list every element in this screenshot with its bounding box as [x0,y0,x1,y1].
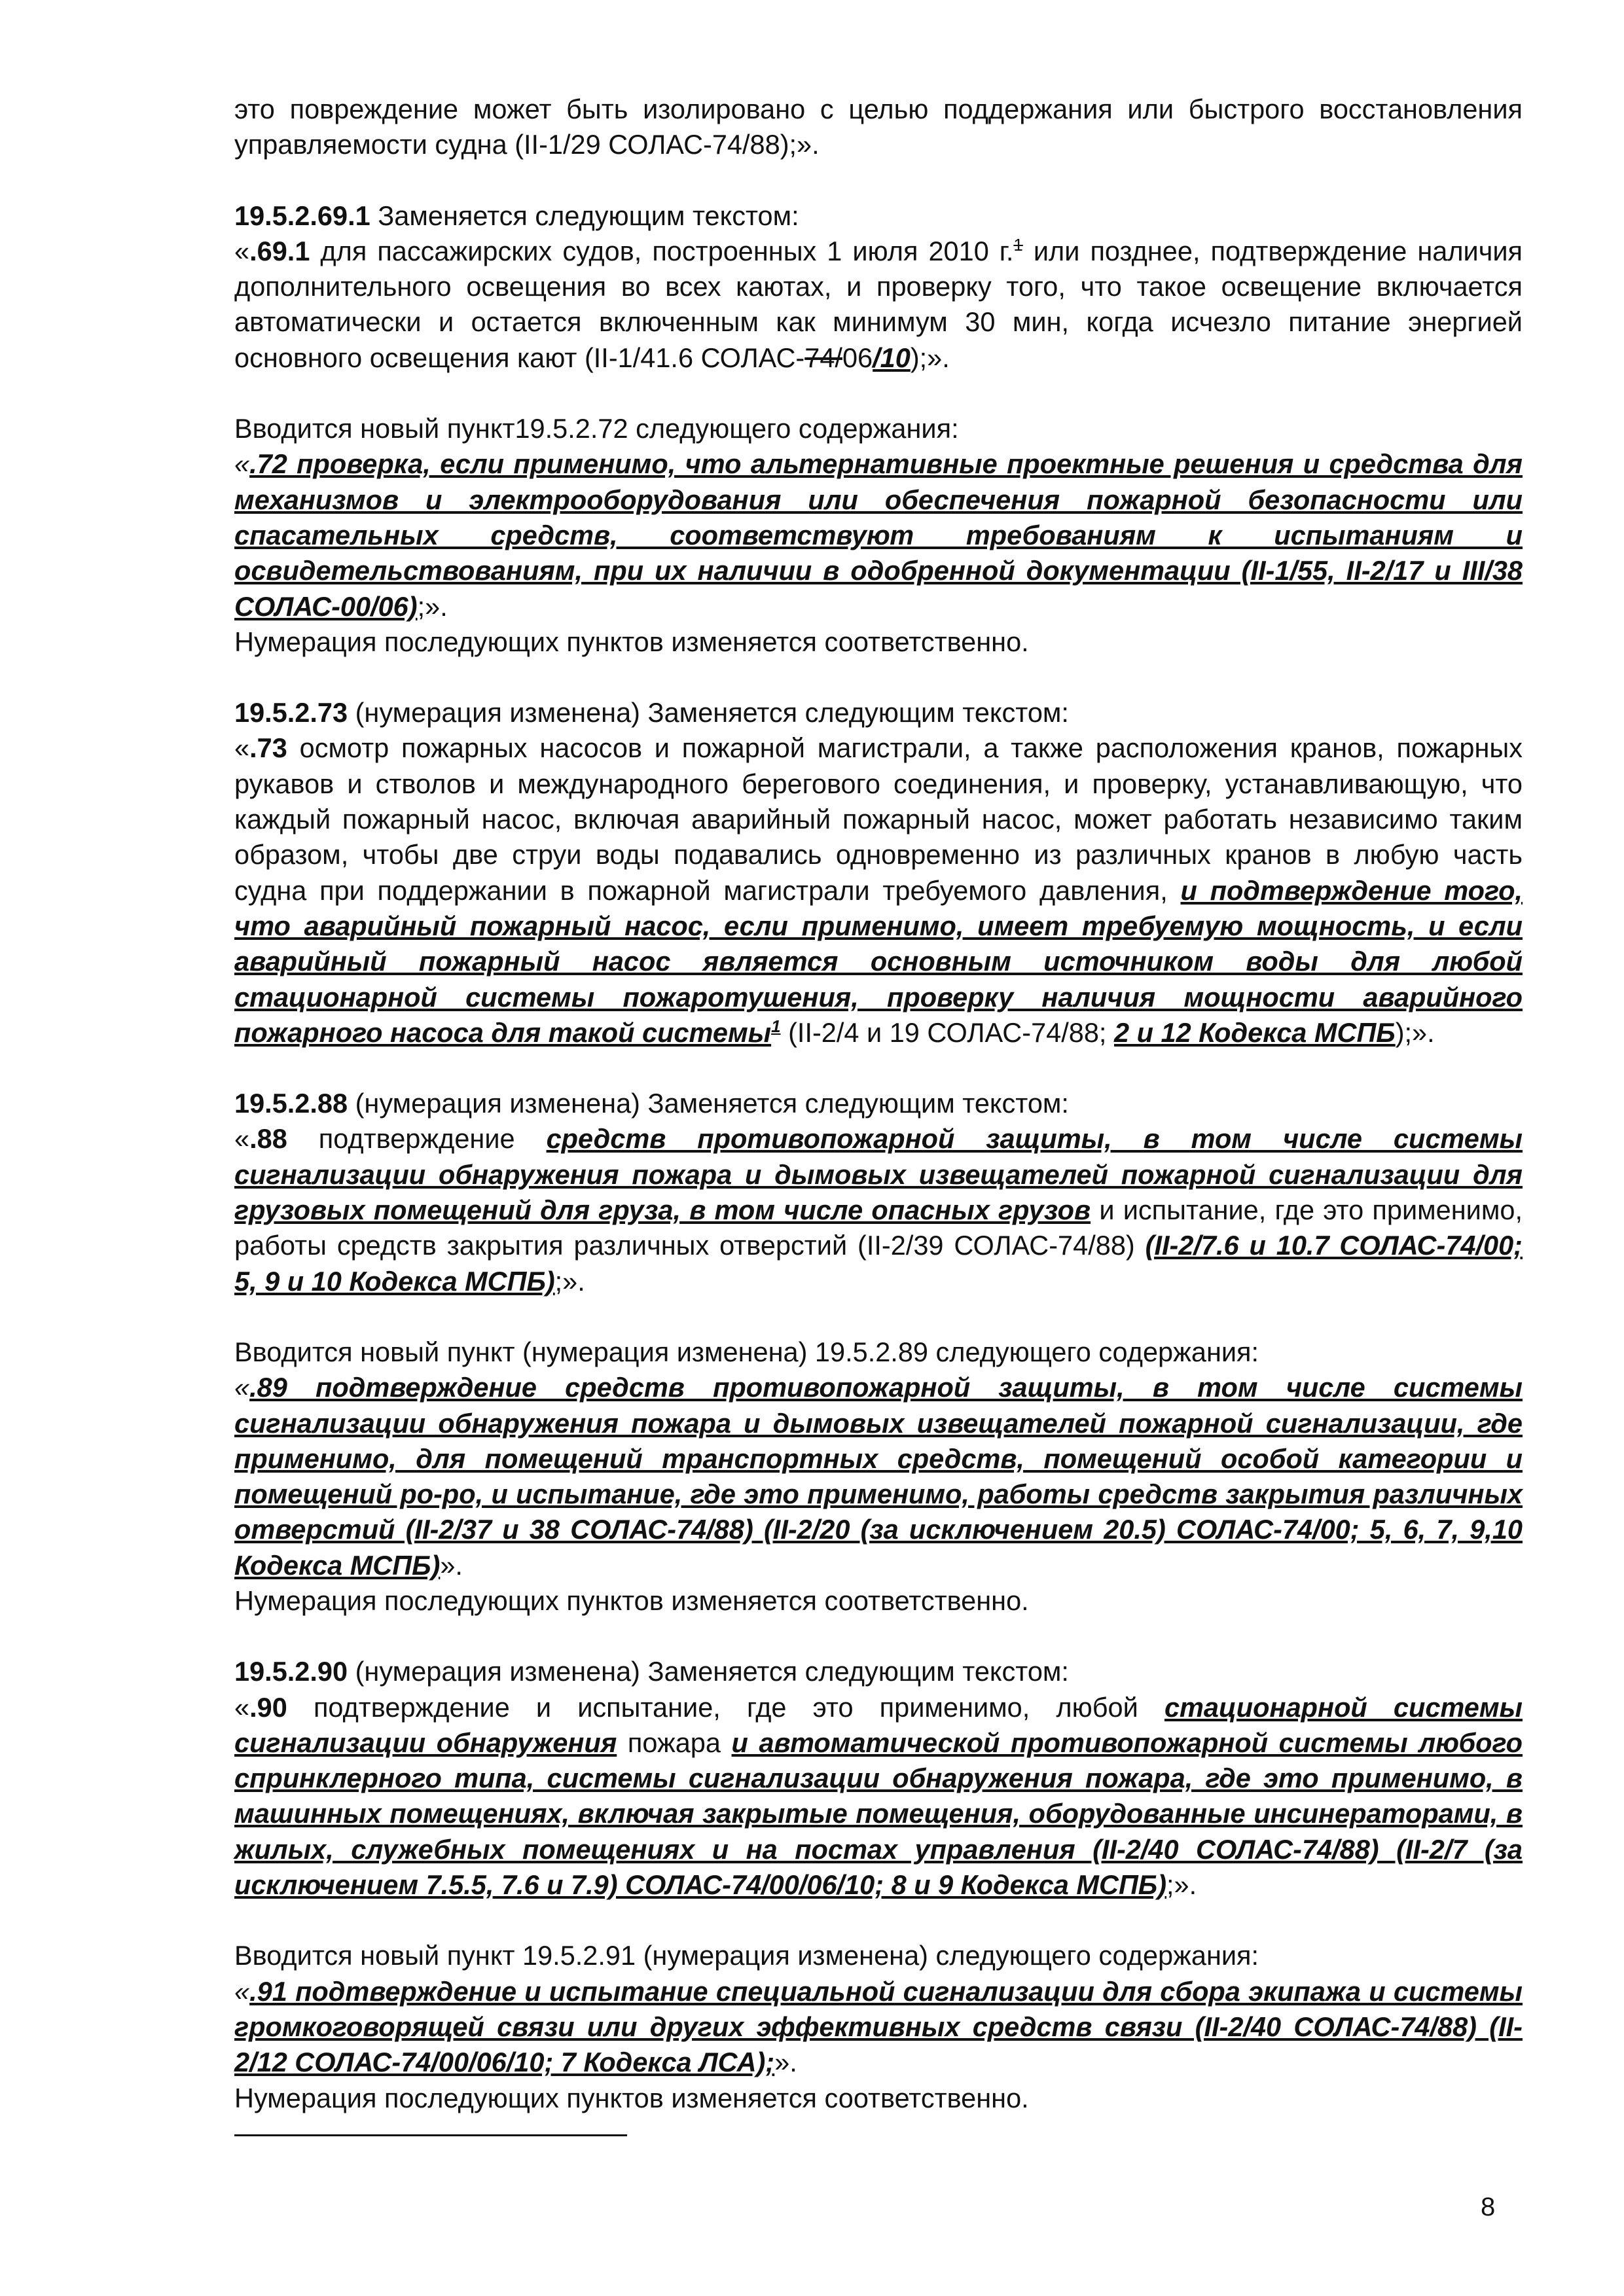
page-number: 8 [1481,2193,1496,2221]
footnote-separator [234,2134,627,2136]
amended-text: .91 подтверждение и испытание специальной сигнализации для сбора экипажа и системы громкоговорящей связи или других эффективных средств связи (II-2/40 СОЛАС-74/88) (II-2/12 СОЛАС-74/00/06/10; 7 Кодекса ЛСА); [234,1975,1523,2078]
paragraph-88: «.88 подтверждение средств противопожарной защиты, в том числе системы сигнализации обнаружения пожара и дымовых извещателей пожарной сигнализации для грузовых помещений для груза, в том числе опасных грузов и испытание, где это применимо, работы средств закрытия различных отверстий (II-2/39 СОЛАС-74/88) (II-2/7.6 и 10.7 СОЛАС-74/00; 5, 9 и 10 Кодекса МСПБ);». [234,1123,1523,1297]
amended-text: /10 [873,342,911,373]
heading-19-5-2-73: 19.5.2.73 (нумерация изменена) Заменяется следующим текстом: [234,697,1069,728]
paragraph-91: «.91 подтверждение и испытание специальной сигнализации для сбора экипажа и системы громкоговорящей связи или других эффективных средств связи (II-2/40 СОЛАС-74/88) (II-2/12 СОЛАС-74/00/06/10; 7 Кодекса ЛСА);». [234,1975,1523,2078]
intro-19-5-2-72: Вводится новый пункт19.5.2.72 следующего содержания: [234,413,959,444]
heading-19-5-2-90: 19.5.2.90 (нумерация изменена) Заменяется следующим текстом: [234,1656,1069,1687]
renumbering-note: Нумерация последующих пунктов изменяется соответственно. [234,626,1029,657]
amended-text: стационарной системы сигнализации обнаружения [234,1691,1523,1758]
paragraph-continuation: это повреждение может быть изолировано с целью поддержания или быстрого восстановления управляемости судна (II-1/29 СОЛАС-74/88);». [234,94,1523,160]
amended-text: (II-2/7.6 и 10.7 СОЛАС-74/00; 5, 9 и 10 Кодекса МСПБ) [234,1230,1523,1297]
paragraph-72: «.72 проверка, если применимо, что альтернативные проектные решения и средства для механизмов и электрооборудования или обеспечения пожарной безопасности или спасательных средств, соответствуют требованиям к испытаниям и освидетельствованиям, при их наличии в одобренной документации (II-1/55, II-2/17 и III/38 СОЛАС-00/06);». [234,448,1523,622]
amended-text: средств противопожарной защиты, в том числе системы сигнализации обнаружения пожара и дымовых извещателей пожарной сигнализации для грузовых помещений для груза, в том числе опасных грузов [234,1123,1523,1226]
footnote-ref: 1 [1013,235,1023,255]
paragraph-89: «.89 подтверждение средств противопожарной защиты, в том числе системы сигнализации обнаружения пожара и дымовых извещателей пожарной сигнализации, где применимо, для помещений транспортных средств, помещений особой категории и помещений ро-ро, и испытание, где это применимо, работы средств закрытия различных отверстий (II-2/37 и 38 СОЛАС-74/88) (II-2/20 (за исключением 20.5) СОЛАС-74/00; 5, 6, 7, 9,10 Кодекса МСПБ)». [234,1372,1523,1581]
document-body [234,92,1523,2116]
footnote-ref: 1 [771,1016,781,1036]
renumbering-note: Нумерация последующих пунктов изменяется соответственно. [234,2082,1029,2113]
paragraph-69-1: «.69.1 для пассажирских судов, построенных 1 июля 2010 г.$^1$ или позднее, подтверждение наличия дополнительного освещения во всех каютах, и проверку того, что такое освещение включается автоматически и остается включенным как минимум 30 мин, когда исчезло питание энергией основного освещения кают (II-1/41.6 СОЛАС-74/06/10);». [234,235,1523,373]
intro-19-5-2-89: Вводится новый пункт (нумерация изменена) 19.5.2.89 следующего содержания: [234,1336,1259,1367]
heading-19-5-2-69-1: 19.5.2.69.1 Заменяется следующим текстом: [234,200,799,231]
amended-text: .72 проверка, если применимо, что альтернативные проектные решения и средства для механизмов и электрооборудования или обеспечения пожарной безопасности или спасательных средств, соответствуют требованиям к испытаниям и освидетельствованиям, при их наличии в одобренной документации (II-1/55, II-2/17 и III/38 СОЛАС-00/06) [234,448,1523,622]
intro-19-5-2-91: Вводится новый пункт 19.5.2.91 (нумерация изменена) следующего содержания: [234,1940,1259,1971]
renumbering-note: Нумерация последующих пунктов изменяется соответственно. [234,1585,1029,1616]
deleted-text: 74/ [804,342,842,373]
amended-text: .89 подтверждение средств противопожарной защиты, в том числе системы сигнализации обнаружения пожара и дымовых извещателей пожарной сигнализации, где применимо, для помещений транспортных средств, помещений особой категории и помещений ро-ро, и испытание, где это применимо, работы средств закрытия различных отверстий (II-2/37 и 38 СОЛАС-74/88) (II-2/20 (за исключением 20.5) СОЛАС-74/00; 5, 6, 7, 9,10 Кодекса МСПБ) [234,1372,1523,1581]
amended-text: и подтверждение того, что аварийный пожарный насос, если применимо, имеет требуемую мощность, и если аварийный пожарный насос является основным источником воды для любой стационарной системы пожаротушения, проверку наличия мощности аварийного пожарного насоса для такой системы [234,874,1523,1048]
paragraph-90: «.90 подтверждение и испытание, где это применимо, любой стационарной системы сигнализации обнаружения пожара и автоматической противопожарной системы любого спринклерного типа, системы сигнализации обнаружения пожара, где это применимо, в машинных помещениях, включая закрытые помещения, оборудованные инсинераторами, в жилых, служебных помещениях и на постах управления (II-2/40 СОЛАС-74/88) (II-2/7 (за исключением 7.5.5, 7.6 и 7.9) СОЛАС-74/00/06/10; 8 и 9 Кодекса МСПБ);». [234,1691,1523,1901]
amended-text: и автоматической противопожарной системы любого спринклерного типа, системы сигнализации обнаружения пожара, где это применимо, в машинных помещениях, включая закрытые помещения, оборудованные инсинераторами, в жилых, служебных помещениях и на постах управления (II-2/40 СОЛАС-74/88) (II-2/7 (за исключением 7.5.5, 7.6 и 7.9) СОЛАС-74/00/06/10; 8 и 9 Кодекса МСПБ) [234,1727,1523,1901]
paragraph-73: «.73 осмотр пожарных насосов и пожарной магистрали, а также расположения кранов, пожарных рукавов и стволов и международного берегового соединения, и проверку, устанавливающую, что каждый пожарный насос, включая аварийный пожарный насос, может работать независимо таким образом, чтобы две струи воды подавались одновременно из различных кранов в любую часть судна при поддержании в пожарной магистрали требуемого давления, и подтверждение того, что аварийный пожарный насос, если применимо, имеет требуемую мощность, и если аварийный пожарный насос является основным источником воды для любой стационарной системы пожаротушения, проверку наличия мощности аварийного пожарного насоса для такой системы$^1$ (II-2/4 и 19 СОЛАС-74/88; 2 и 12 Кодекса МСПБ);». [234,732,1523,1048]
amended-text: 2 и 12 Кодекса МСПБ [1114,1016,1396,1048]
heading-19-5-2-88: 19.5.2.88 (нумерация изменена) Заменяется следующим текстом: [234,1088,1069,1119]
